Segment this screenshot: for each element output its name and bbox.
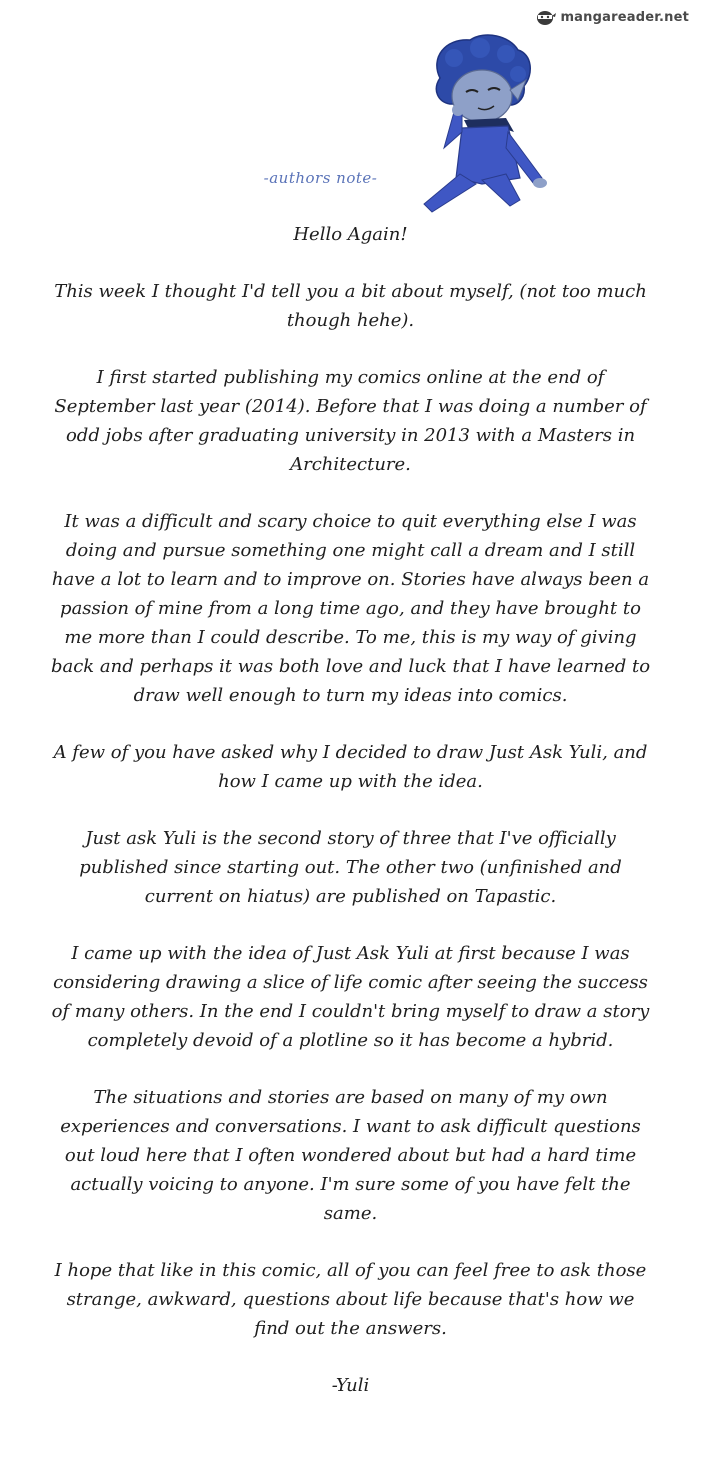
paragraph: The situations and stories are based on many of my own experiences and conversations. I want to ask difficult questions out loud here that I often wondered about but had a hard time actually voicing to anyone. I'm sure some of you have felt the same. [60,1087,641,1224]
ninja-logo-icon [534,8,556,26]
note-heading-text: -authors note- [263,169,378,187]
paragraph: I came up with the idea of Just Ask Yuli at first because I was considering drawing a slice of life comic after seeing the success of many others. In the end I couldn't bring myself to draw a story completely devoid of a plotline so it has become a hybrid. [51,943,650,1051]
paragraph: Just ask Yuli is the second story of three that I've officially published since starting out. The other two (unfinished and current on hiatus) are published on Tapastic. [79,828,622,907]
paragraph: This week I thought I'd tell you a bit about myself, (not too much though hehe). [54,281,647,331]
paragraph: It was a difficult and scary choice to quit everything else I was doing and pursue something one might call a dream and I still have a lot to learn and to improve on. Stories have always been a passion of mine from a long time ago, and they have brought to me more than I could describe. To me, this is my way of giving back and perhaps it was both love and luck that I have learned to draw well enough to turn my ideas into comics. [50,511,651,706]
greeting: Hello Again! [293,224,408,245]
paragraph: I hope that like in this comic, all of you can feel free to ask those strange, awkward, questions about life because that's how we find out the answers. [54,1260,647,1339]
note-heading [0,168,701,187]
note-body [50,220,651,1428]
paragraph: I first started publishing my comics online at the end of September last year (2014). Before that I was doing a number of odd jobs after graduating university in 2013 with a Masters in Architecture. [54,367,647,475]
watermark-text: mangareader.net [560,9,689,25]
watermark [534,8,689,26]
yuli-character-illustration [410,28,560,218]
signature: -Yuli [331,1375,370,1396]
paragraph: A few of you have asked why I decided to draw Just Ask Yuli, and how I came up with the idea. [53,742,648,792]
